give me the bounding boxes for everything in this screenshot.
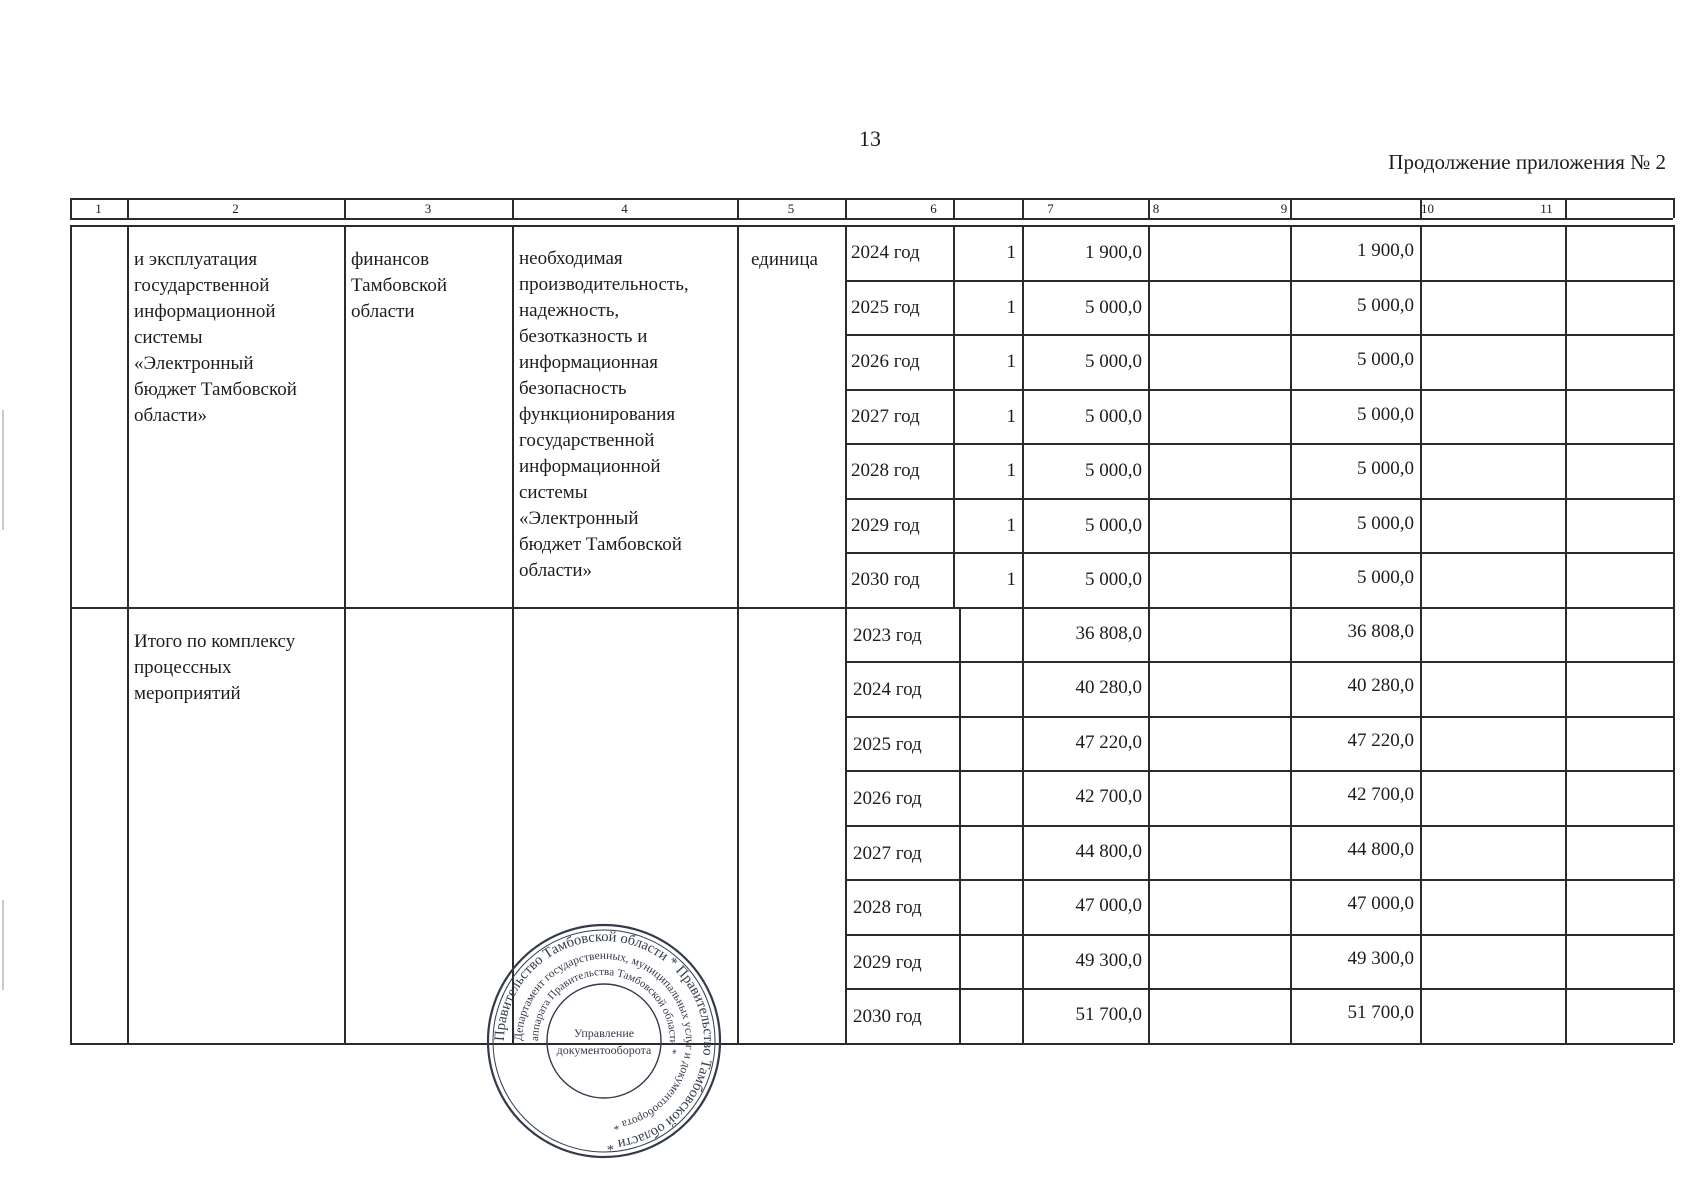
column-number-10: 10 <box>1421 201 1434 216</box>
cell-year: 2026 год <box>853 788 922 809</box>
table-rule-horizontal <box>845 879 1673 881</box>
stamp-middle-text: Департамент государственных, муниципальных услуг и документооборота * <box>512 949 696 1132</box>
cell-amount-col9: 47 000,0 <box>1347 893 1414 914</box>
cell-measure-name: и эксплуатация государственной информационной системы «Электронный бюджет Тамбовской области» <box>134 249 297 426</box>
column-number-2: 2 <box>232 201 239 216</box>
cell-quantity: 1 <box>1006 351 1016 372</box>
cell-year: 2028 год <box>853 897 922 918</box>
cell-quantity: 1 <box>1006 460 1016 481</box>
column-number-4: 4 <box>621 201 628 216</box>
cell-amount-total: 47 000,0 <box>1075 895 1142 916</box>
cell-year: 2029 год <box>851 514 920 536</box>
table-rule-horizontal <box>845 988 1673 990</box>
column-number-8: 8 <box>1152 201 1160 216</box>
table-rule-vertical <box>70 225 72 1043</box>
cell-amount-col9: 1 900,0 <box>1357 240 1414 261</box>
cell-quantity: 1 <box>1006 296 1016 318</box>
cell-amount-total: 5 000,0 <box>1085 351 1142 372</box>
cell-amount-col9: 51 700,0 <box>1347 1002 1414 1023</box>
stamp-inner-text: аппарата Правительства Тамбовской области * <box>528 965 680 1055</box>
cell-amount-total: 42 700,0 <box>1075 786 1142 807</box>
cell-amount-col9: 5 000,0 <box>1357 349 1414 370</box>
cell-year: 2027 год <box>851 405 920 427</box>
scan-edge-mark <box>2 410 4 530</box>
cell-responsible: финансов Тамбовской области <box>351 249 447 322</box>
cell-total-label: Итого по комплексу процессных мероприятий <box>134 630 296 704</box>
column-number-11: 11 <box>1540 201 1553 216</box>
cell-amount-col9: 49 300,0 <box>1347 947 1414 969</box>
table-rule-horizontal <box>70 1043 1673 1045</box>
cell-quantity: 1 <box>1006 514 1016 536</box>
stamp-outer-text: Правительство Тамбовской области * Правительство Тамбовской области * <box>491 928 717 1154</box>
cell-amount-total: 44 800,0 <box>1075 840 1142 862</box>
column-number-6: 6 <box>930 201 937 216</box>
stamp-center-line-2: документооборота <box>556 1043 652 1057</box>
column-number-7: 7 <box>1047 201 1054 216</box>
cell-year: 2030 год <box>853 1006 922 1027</box>
cell-unit: единица <box>751 249 818 270</box>
cell-year: 2028 год <box>851 460 920 481</box>
cell-year: 2024 год <box>851 242 920 263</box>
cell-amount-col9: 36 808,0 <box>1347 620 1414 642</box>
cell-amount-total: 40 280,0 <box>1075 677 1142 698</box>
cell-year: 2029 год <box>853 951 922 973</box>
cell-year: 2026 год <box>851 351 920 372</box>
cell-year: 2023 год <box>853 624 922 646</box>
table-rule-horizontal <box>845 716 1673 718</box>
appendix-continuation-note: Продолжение приложения № 2 <box>1388 150 1666 174</box>
cell-amount-total: 5 000,0 <box>1085 296 1142 318</box>
cell-quantity: 1 <box>1006 242 1016 263</box>
cell-amount-col9: 40 280,0 <box>1347 675 1414 696</box>
cell-quantity: 1 <box>1006 405 1016 427</box>
cell-amount-total: 47 220,0 <box>1075 731 1142 753</box>
cell-amount-col9: 47 220,0 <box>1347 729 1414 751</box>
table-rule-vertical <box>1565 225 1567 1043</box>
cell-amount-col9: 5 000,0 <box>1357 512 1414 534</box>
cell-year: 2030 год <box>851 569 920 590</box>
cell-quantity: 1 <box>1006 569 1016 590</box>
table-rule-horizontal <box>70 198 1673 200</box>
table-rule-vertical <box>1420 225 1422 1043</box>
table-rule-horizontal <box>845 825 1673 827</box>
cell-amount-col9: 5 000,0 <box>1357 567 1414 588</box>
scan-edge-mark <box>2 900 4 990</box>
table-rule-vertical <box>1673 198 1675 218</box>
page-number: 13 <box>859 126 881 151</box>
table-rule-horizontal <box>845 934 1673 936</box>
cell-amount-total: 36 808,0 <box>1075 622 1142 644</box>
column-number-1: 1 <box>95 201 102 216</box>
cell-year: 2025 год <box>851 296 920 318</box>
official-stamp <box>484 921 724 1161</box>
table-rule-horizontal <box>845 770 1673 772</box>
cell-amount-col9: 5 000,0 <box>1357 458 1414 479</box>
cell-year: 2025 год <box>853 733 922 755</box>
table-rule-horizontal <box>70 218 1673 220</box>
cell-amount-total: 5 000,0 <box>1085 460 1142 481</box>
cell-amount-total: 51 700,0 <box>1075 1004 1142 1025</box>
cell-amount-col9: 5 000,0 <box>1357 294 1414 316</box>
cell-amount-col9: 42 700,0 <box>1347 784 1414 805</box>
cell-amount-total: 5 000,0 <box>1085 569 1142 590</box>
cell-amount-total: 5 000,0 <box>1085 405 1142 427</box>
column-number-9: 9 <box>1280 201 1288 216</box>
table-rule-vertical <box>1148 225 1150 1043</box>
cell-year: 2024 год <box>853 679 922 700</box>
cell-amount-total: 5 000,0 <box>1085 514 1142 536</box>
stamp-center-line-1: Управление <box>573 1026 635 1040</box>
cell-amount-col9: 44 800,0 <box>1347 838 1414 860</box>
table-rule-horizontal <box>845 661 1673 663</box>
cell-amount-total: 49 300,0 <box>1075 949 1142 971</box>
column-number-3: 3 <box>424 201 432 216</box>
cell-amount-col9: 5 000,0 <box>1357 403 1414 425</box>
stamp-seal-graphic <box>484 921 724 1161</box>
cell-result-description: необходимая производительность, надежность, безотказность и информационная безопасность функционирования государственной информационной системы «Электронный бюджет Тамбовской области» <box>519 248 689 581</box>
column-number-5: 5 <box>787 201 795 216</box>
cell-amount-total: 1 900,0 <box>1085 242 1142 263</box>
table-rule-vertical <box>1673 225 1675 1043</box>
cell-year: 2027 год <box>853 842 922 864</box>
